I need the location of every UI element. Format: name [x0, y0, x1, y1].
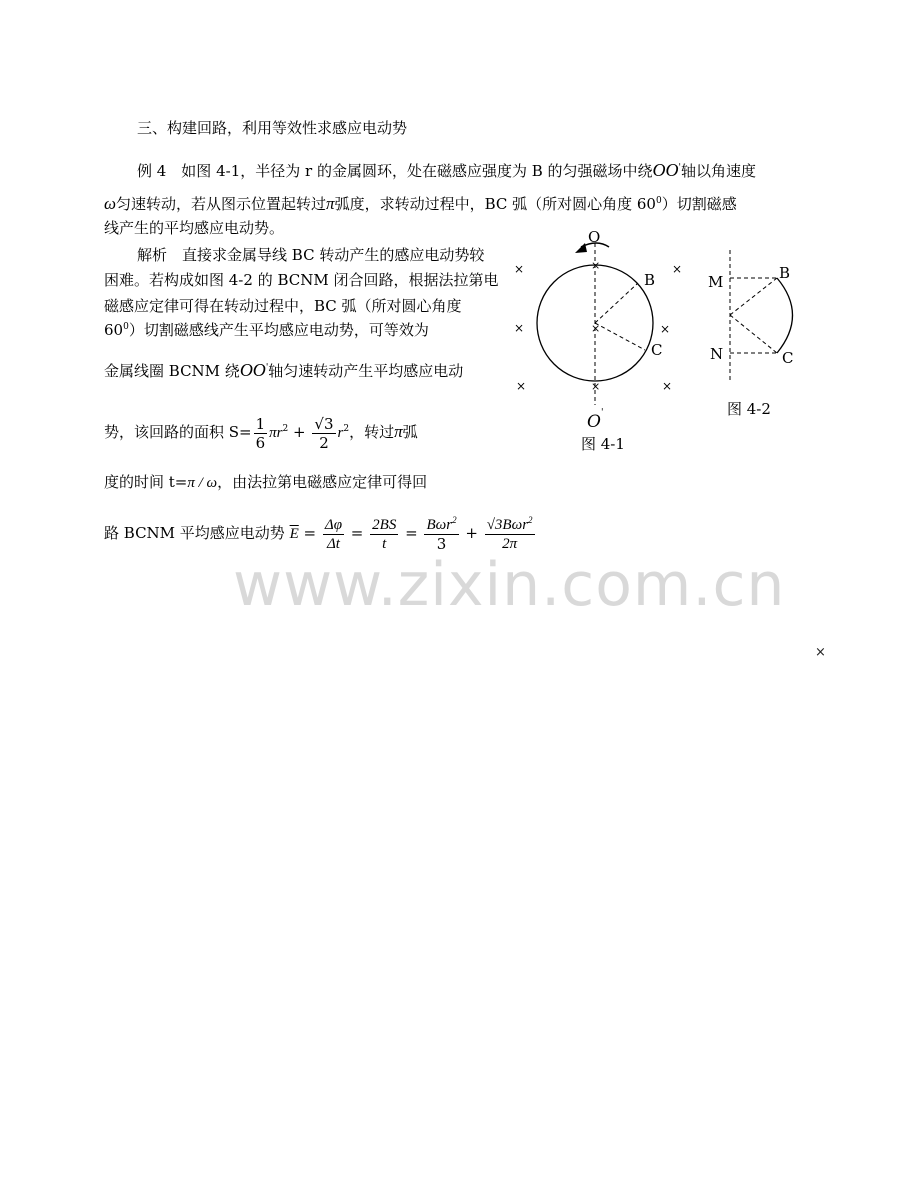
fraction-bwr2-3	[424, 516, 458, 553]
section-heading	[137, 118, 407, 138]
field-mark: ×	[591, 322, 601, 335]
figure-4-1-caption: 图 4-1	[581, 435, 625, 453]
solution-text: ，由法拉第电磁感应定律可得回	[217, 473, 428, 491]
radius-to-b	[595, 283, 638, 323]
label-b: B	[779, 264, 791, 282]
fraction-numerator	[485, 516, 535, 535]
exponent: 2	[282, 424, 289, 434]
solution-text: 轴匀速转动产生平均感应电动	[268, 362, 464, 380]
example-text: 线产生的平均感应电动势。	[104, 219, 285, 237]
bwr-term: Bωr	[426, 516, 453, 533]
label-o: O	[588, 228, 601, 246]
fraction-denominator: 3	[436, 534, 447, 553]
label-o-prime: O	[587, 412, 601, 432]
solution-text: 路 BCNM 平均感应电动势	[104, 524, 285, 542]
figure-4-2	[700, 250, 810, 425]
stray-mark: ×	[815, 645, 826, 660]
example-text: 例 4 如图 4-1，半径为 r 的金属圆环，处在磁感应强度为 B 的匀强磁场中绕	[137, 162, 653, 180]
solution-text: 金属线圈 BCNM 绕	[104, 362, 240, 380]
solution-text: 度的时间 t=	[104, 473, 188, 491]
fraction-numerator	[424, 516, 458, 535]
sqrt3bwr-term: √3Bωr	[486, 516, 529, 533]
heading-text: 三、构建回路，利用等效性求感应电动势	[137, 119, 408, 137]
example-text: 匀速转动，若从图示位置起转过	[116, 195, 327, 213]
arc-bc	[777, 278, 793, 353]
equals-sign: =	[350, 524, 364, 542]
fraction-sqrt3-over-2	[312, 415, 335, 452]
exponent: 2	[452, 514, 457, 525]
fraction-dphi-dt	[323, 516, 344, 553]
equals-sign: =	[405, 524, 418, 542]
solution-line-2	[104, 270, 499, 290]
label-o-prime-mark: '	[601, 408, 604, 418]
degree-mark: 0	[655, 196, 662, 206]
label-c: C	[782, 349, 794, 367]
label-n: N	[710, 345, 724, 363]
solution-text: ，转过	[349, 423, 395, 441]
fraction-numerator: 2BS	[372, 516, 397, 533]
example-line-2	[104, 194, 737, 214]
solution-line-5	[104, 360, 463, 381]
radius-to-c	[595, 323, 645, 350]
fraction-sqrt3bwr2-2pi	[485, 516, 535, 553]
figure-4-1	[505, 225, 685, 455]
example-text: ）切割磁感	[661, 195, 737, 213]
label-m: M	[708, 273, 724, 291]
exponent: 2	[343, 424, 350, 434]
solution-line-3	[104, 296, 462, 316]
example-text: 弧度，求转动过程中，BC 弧（所对圆心角度 60	[334, 195, 656, 213]
equals-sign: =	[303, 524, 317, 542]
field-mark: ×	[660, 322, 671, 336]
field-mark: ×	[514, 321, 525, 335]
fraction-denominator: 6	[255, 433, 266, 452]
fraction-denominator: 2π	[502, 535, 518, 552]
pi-r-term: πr	[269, 425, 283, 441]
solution-line-6	[104, 412, 418, 453]
field-mark: ×	[516, 379, 527, 393]
time-expression: π / ω	[187, 475, 218, 491]
plus-sign: +	[293, 423, 306, 441]
fraction-denominator: Δt	[326, 535, 340, 552]
example-text: 轴以角速度	[681, 162, 757, 180]
segment-center-c	[730, 315, 777, 353]
label-b: B	[644, 271, 656, 289]
average-emf-symbol: $\overline{E}$	[289, 526, 299, 542]
fraction-numerator: Δφ	[324, 516, 343, 533]
rotation-arrowhead-icon	[575, 243, 587, 253]
field-mark: ×	[591, 380, 601, 393]
segment-center-b	[730, 278, 777, 315]
solution-line-7	[104, 472, 427, 493]
axis-symbol: OO	[239, 360, 266, 380]
r-term: r	[337, 425, 344, 441]
solution-text: 势，该回路的面积 S=	[104, 423, 252, 441]
fraction-2bs-t	[370, 516, 398, 553]
example-line-1	[137, 160, 756, 181]
fraction-one-sixth	[254, 415, 268, 452]
degree-mark: 0	[123, 322, 129, 332]
figure-4-2-caption: 图 4-2	[727, 400, 771, 418]
omega-symbol: ω	[104, 194, 117, 213]
solution-text: ）切割磁感线产生平均感应电动势，可等效为	[128, 321, 429, 339]
watermark: www.zixin.com.cn	[233, 550, 786, 620]
axis-prime: '	[265, 363, 269, 373]
example-line-3	[104, 218, 284, 238]
plus-sign: +	[465, 524, 478, 542]
solution-text: 困难。若构成如图 4-2 的 BCNM 闭合回路，根据法拉第电	[104, 271, 499, 289]
field-mark: ×	[662, 379, 673, 393]
pi-symbol: π	[326, 194, 335, 213]
solution-text: 60	[104, 321, 124, 339]
solution-text: 磁感应定律可得在转动过程中，BC 弧（所对圆心角度	[104, 297, 462, 315]
solution-text: 解析 直接求金属导线 BC 转动产生的感应电动势较	[137, 246, 485, 264]
solution-text: 弧	[402, 423, 418, 441]
field-mark: ×	[672, 262, 683, 276]
fraction-denominator: 2	[319, 433, 329, 452]
field-mark: ×	[514, 262, 525, 276]
fraction-numerator: 1	[255, 414, 266, 433]
fraction-denominator: t	[382, 535, 387, 552]
axis-symbol: OO	[652, 160, 679, 180]
label-c: C	[651, 341, 663, 359]
pi-symbol: π	[394, 422, 403, 441]
field-mark: ×	[591, 259, 601, 272]
exponent: 2	[528, 514, 533, 525]
solution-line-4	[104, 320, 429, 340]
solution-line-1	[137, 245, 484, 265]
fraction-numerator: √3	[314, 414, 334, 433]
axis-prime: '	[678, 163, 681, 173]
